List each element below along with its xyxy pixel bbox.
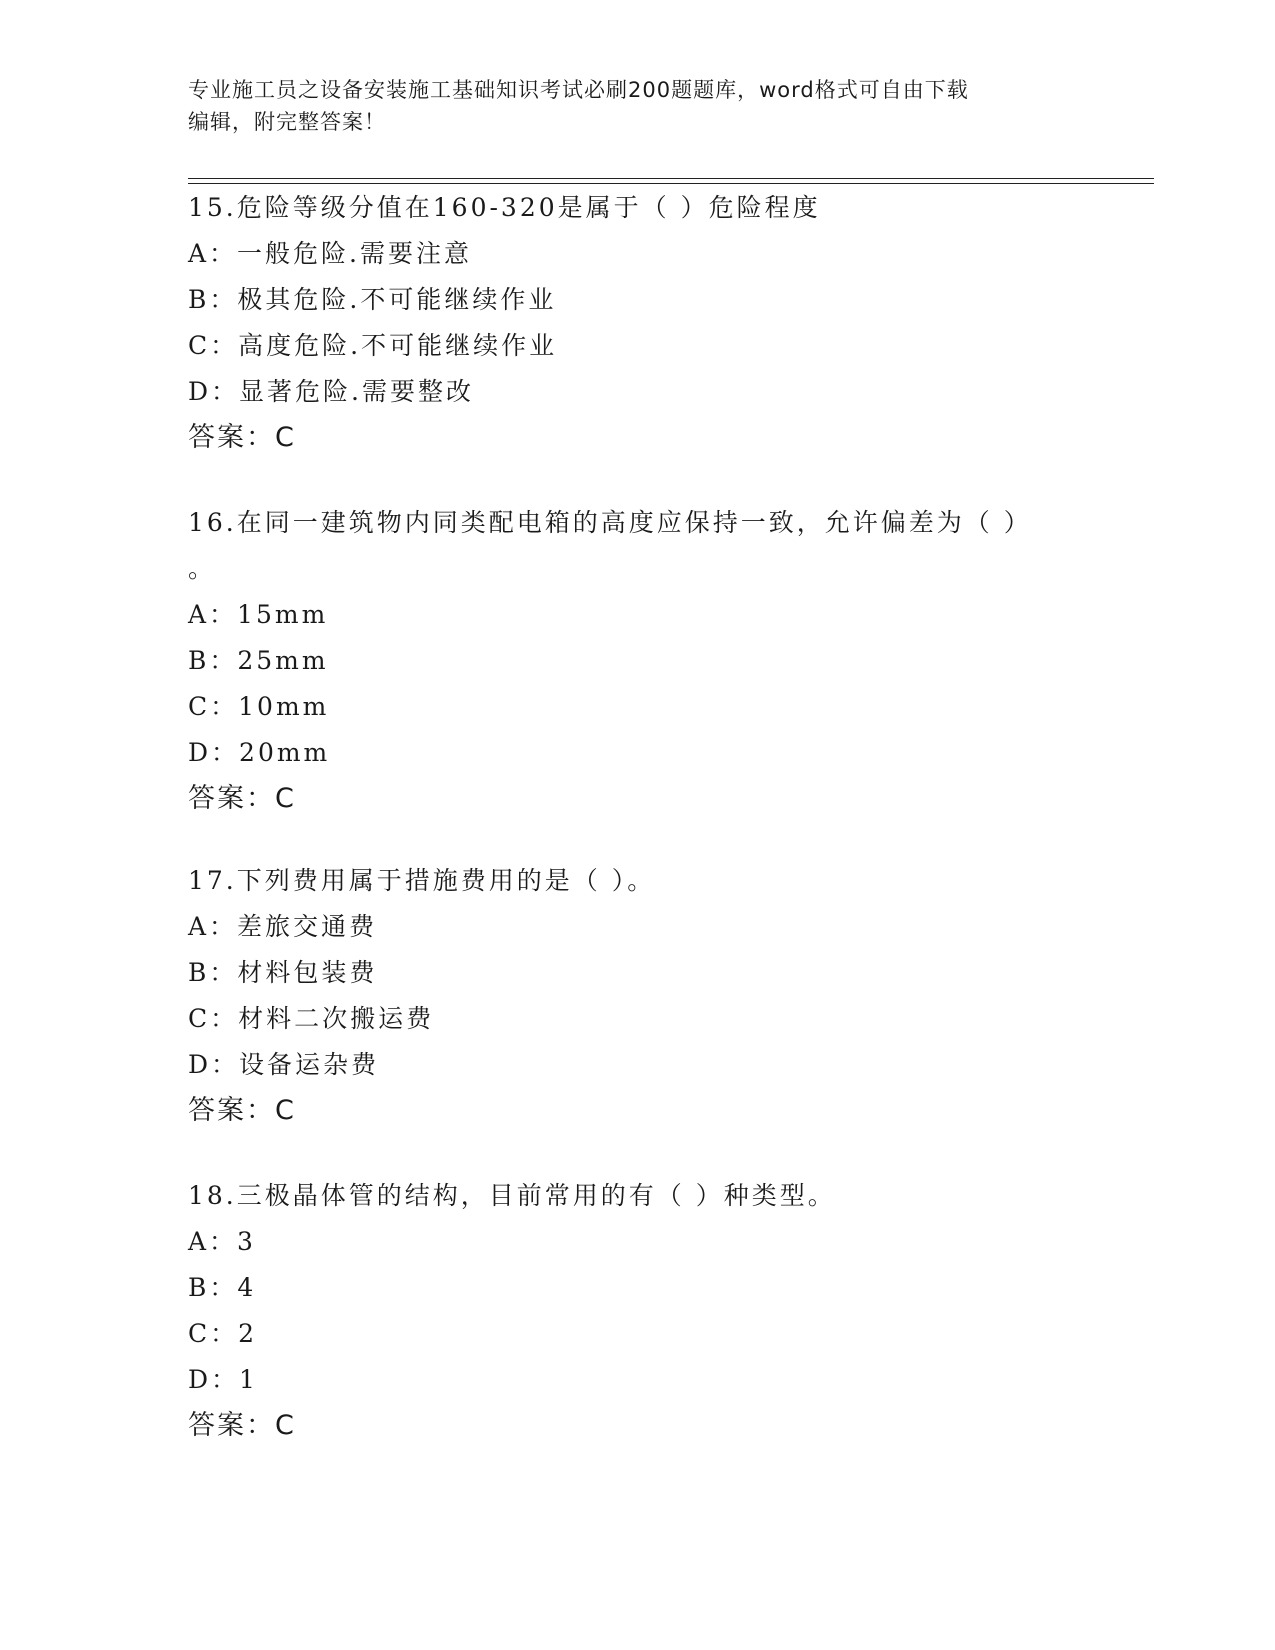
question-16 — [188, 500, 1108, 822]
header-line-1: 专业施工员之设备安装施工基础知识考试必刷200题题库，word格式可自由下载 — [188, 78, 969, 102]
question-15 — [188, 185, 1108, 461]
answer-label: 答案：C — [188, 783, 296, 814]
option-d: D：显著危险.需要整改 — [188, 377, 474, 406]
option-a: A：差旅交通费 — [188, 912, 378, 941]
header-divider-top — [188, 178, 1154, 179]
header-divider-bottom — [188, 183, 1154, 184]
option-c: C：材料二次搬运费 — [188, 1004, 435, 1033]
option-b: B：25mm — [188, 646, 329, 675]
option-c: C：2 — [188, 1319, 258, 1348]
answer-label: 答案：C — [188, 422, 296, 453]
option-c: C：高度危险.不可能继续作业 — [188, 331, 558, 360]
header-line-2: 编辑，附完整答案！ — [188, 110, 386, 134]
question-stem: 15.危险等级分值在160-320是属于（ ）危险程度 — [188, 193, 821, 222]
option-b: B：4 — [188, 1273, 257, 1302]
answer-label: 答案：C — [188, 1095, 296, 1126]
question-17 — [188, 858, 1108, 1134]
option-b: B：极其危险.不可能继续作业 — [188, 285, 557, 314]
question-stem: 17.下列费用属于措施费用的是（ ）。 — [188, 866, 656, 895]
option-b: B：材料包装费 — [188, 958, 378, 987]
question-stem: 18.三极晶体管的结构，目前常用的有（ ）种类型。 — [188, 1181, 836, 1210]
option-d: D：20mm — [188, 738, 331, 767]
option-d: D：设备运杂费 — [188, 1050, 380, 1079]
document-header — [188, 74, 1088, 138]
question-stem: 16.在同一建筑物内同类配电箱的高度应保持一致，允许偏差为（ ） — [188, 508, 1032, 537]
option-a: A：一般危险.需要注意 — [188, 239, 473, 268]
option-a: A：3 — [188, 1227, 256, 1256]
option-d: D：1 — [188, 1365, 258, 1394]
question-18 — [188, 1173, 1108, 1449]
option-a: A：15mm — [188, 600, 329, 629]
option-c: C：10mm — [188, 692, 330, 721]
question-stem-continuation: 。 — [188, 554, 217, 583]
answer-label: 答案：C — [188, 1410, 296, 1441]
